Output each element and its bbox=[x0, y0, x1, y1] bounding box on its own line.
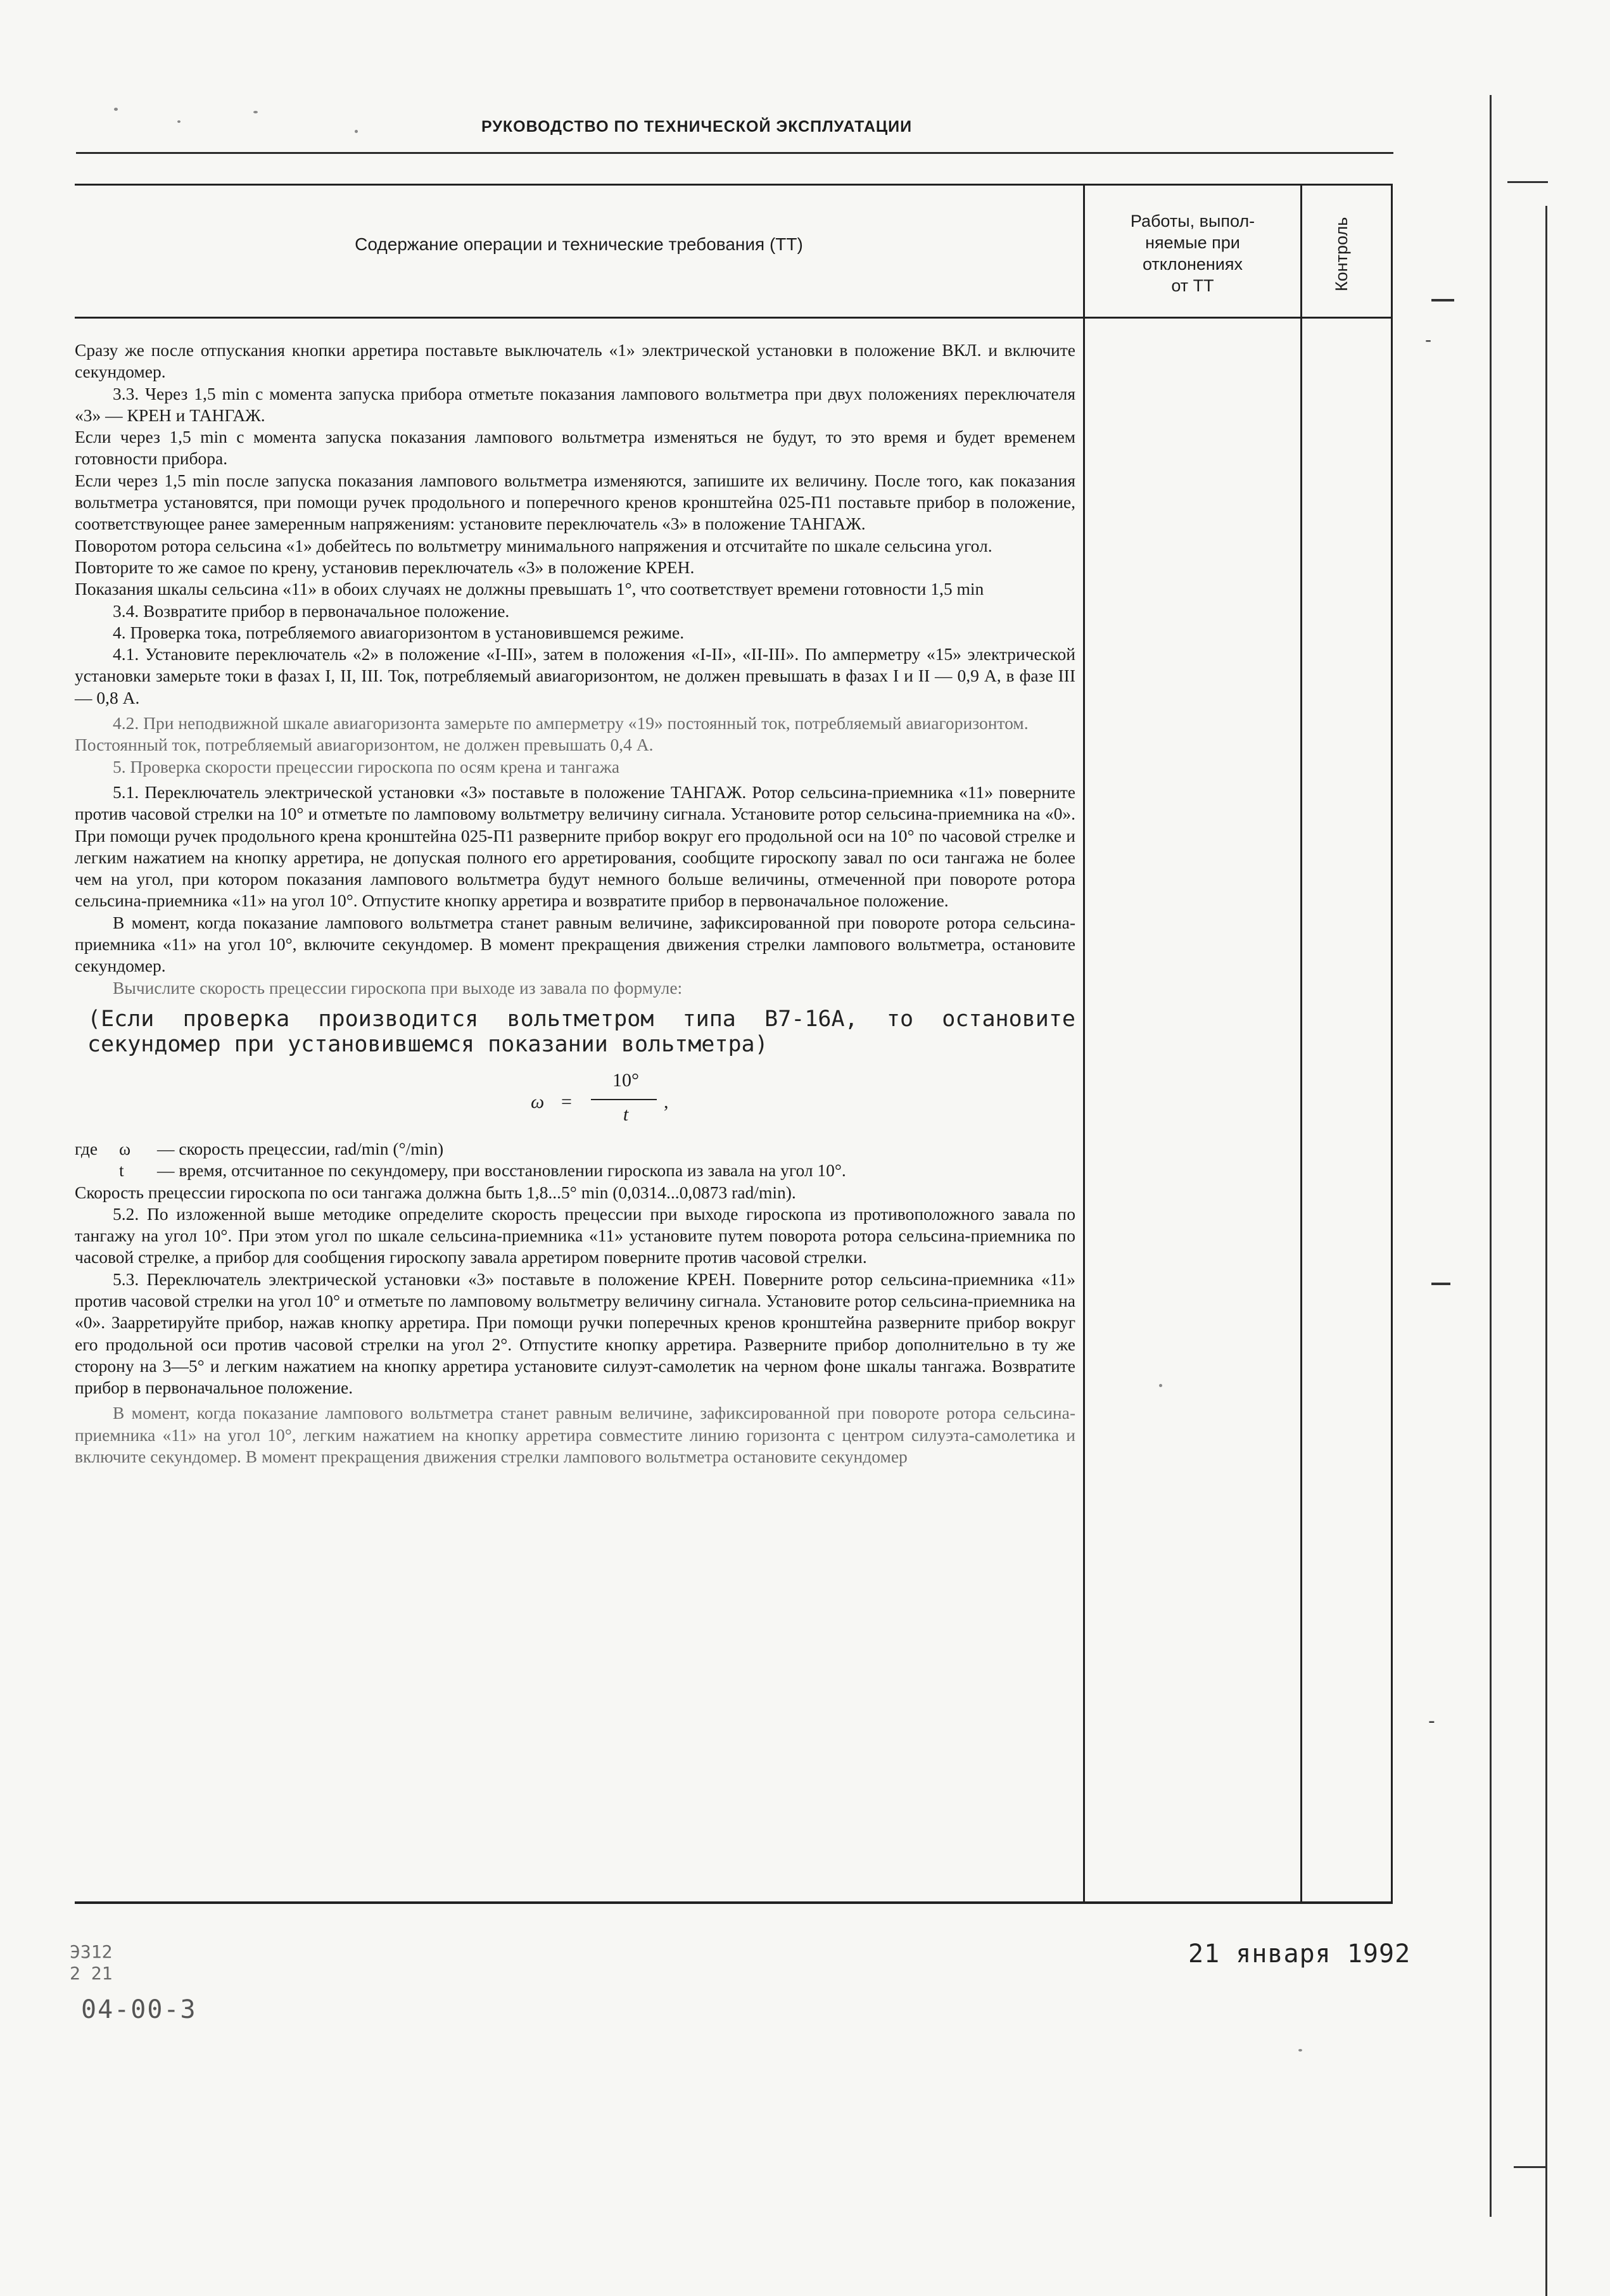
scan-edge-line bbox=[1431, 1283, 1450, 1285]
paragraph: В момент, когда показание лампового вольтметра станет равным величине, зафиксированной при повороте ротора сельсина-приемника «11» на угол 10°, включите секундомер. В момент прекращения движения стрелки лампового вольтметра, остановите секундомер. bbox=[75, 912, 1075, 976]
paragraph: Сразу же после отпускания кнопки арретира поставьте выключатель «1» электрической установки в положение ВКЛ. и включите секундомер. bbox=[75, 340, 1075, 382]
formula-comma: , bbox=[664, 1091, 669, 1112]
table-column-divider bbox=[1300, 184, 1302, 1904]
paragraph: 5.2. По изложенной выше методике определите скорость прецессии при выходе гироскопа из противоположного завала по тангажу на угол 10°. При этом угол по шкале сельсина-приемника «11» установите путем поворота ротора сельсина-приемника по часовой стрелке, а прибор для сообщения гироскопу завала арретиром поверните против часовой стрелки. bbox=[75, 1203, 1075, 1267]
column-header-line: отклонениях bbox=[1142, 255, 1243, 274]
footer-code-line: 2 21 bbox=[70, 1963, 113, 1984]
table-right-border bbox=[1391, 184, 1393, 1904]
handwritten-note: (Если проверка производится вольтметром типа В7-16А, то остановите секундомер при установившемся показании вольтметра) bbox=[87, 1006, 1075, 1057]
scan-edge-line bbox=[1507, 181, 1548, 183]
scan-edge-mark: - bbox=[1425, 329, 1432, 350]
paragraph: Поворотом ротора сельсина «1» добейтесь по вольтметру минимального напряжения и отсчитайте по шкале сельсина угол. bbox=[75, 535, 992, 555]
footer-document-code: 04-00-3 bbox=[81, 1995, 197, 2024]
column-header-deviations bbox=[1085, 210, 1300, 296]
table-top-border bbox=[75, 184, 1392, 186]
paragraph: Если через 1,5 min после запуска показания лампового вольтметра изменяются, запишите их величину. После того, как показания вольтметра установятся, при помощи ручек продольного и поперечного кренов кронштейна 025-П1 поставьте прибор в положение, соответствующее ранее замеренным напряжениям: установите переключатель «3» в положение ТАНГАЖ. bbox=[75, 470, 1075, 534]
formula-equals: = bbox=[561, 1091, 572, 1112]
column-header-line: от ТТ bbox=[1171, 276, 1214, 295]
scan-speck bbox=[253, 111, 258, 113]
scan-speck bbox=[1298, 2049, 1302, 2052]
scan-edge-line bbox=[1545, 206, 1547, 2296]
header-rule bbox=[76, 152, 1393, 154]
paragraph: Если через 1,5 min с момента запуска показания лампового вольтметра изменяться не будут, то это время и будет временем готовности прибора. bbox=[75, 427, 1075, 469]
column-header-control: Контроль bbox=[1332, 217, 1351, 291]
table-bottom-border bbox=[75, 1901, 1392, 1904]
table-column-divider bbox=[1083, 184, 1085, 1904]
column-header-line: Работы, выпол- bbox=[1130, 212, 1255, 231]
paragraph: 5.3. Переключатель электрической установки «3» поставьте в положение КРЕН. Поверните ротор сельсина-приемника «11» против часовой стрелки на угол 10° и отметьте по ламповому вольтметру величину сигнала. Установите ротор сельсина-приемника на «0». Заарретируйте прибор, нажав кнопку арретира. При помощи ручки поперечных кренов кронштейна разверните прибор вокруг его продольной оси против часовой стрелки на угол 2°. Отпустите кнопку арретира. Разверните прибор дополнительно в ту же сторону на 3—5° и легким нажатием на кнопку арретира установите силуэт-самолетик на черном фоне шкалы тангажа. Возвратите прибор в первоначальное положение. bbox=[75, 1269, 1075, 1398]
precession-formula bbox=[75, 1066, 1075, 1134]
formula-legend-row bbox=[75, 1160, 1075, 1181]
scan-speck bbox=[355, 130, 358, 133]
paragraph: Показания шкалы сельсина «11» в обоих случаях не должны превышать 1°, что соответствует времени готовности 1,5 min bbox=[75, 579, 984, 599]
section-heading: 5. Проверка скорости прецессии гироскопа по осям крена и тангажа bbox=[113, 756, 620, 777]
scan-edge-line bbox=[1431, 299, 1454, 301]
footer-code-line: Э312 bbox=[70, 1941, 113, 1962]
fraction-bar bbox=[591, 1099, 657, 1100]
scan-speck bbox=[177, 120, 181, 123]
table-header-border bbox=[75, 317, 1392, 319]
column-header-content: Содержание операции и технические требования (ТТ) bbox=[355, 234, 803, 254]
section-heading: 4. Проверка тока, потребляемого авиагоризонтом в установившемся режиме. bbox=[113, 622, 685, 642]
footer-date: 21 января 1992 bbox=[1188, 1939, 1411, 1969]
formula-denominator: t bbox=[623, 1103, 629, 1125]
scan-edge-mark: - bbox=[1428, 1710, 1435, 1732]
scan-edge-line bbox=[1514, 2166, 1545, 2168]
paragraph: Вычислите скорость прецессии гироскопа при выходе из завала по формуле: bbox=[113, 977, 683, 998]
legend-symbol: ω bbox=[119, 1138, 131, 1158]
formula-legend-row bbox=[75, 1138, 1075, 1160]
paragraph: 4.2. При неподвижной шкале авиагоризонта замерьте по амперметру «19» постоянный ток, потребляемый авиагоризонтом. bbox=[113, 713, 1029, 733]
paragraph: Скорость прецессии гироскопа по оси тангажа должна быть 1,8...5° min (0,0314...0,0873 rad/min). bbox=[75, 1182, 796, 1202]
legend-prefix bbox=[75, 1160, 119, 1181]
scan-speck bbox=[114, 108, 118, 111]
running-header: РУКОВОДСТВО ПО ТЕХНИЧЕСКОЙ ЭКСПЛУАТАЦИИ bbox=[481, 118, 913, 136]
legend-prefix: где bbox=[75, 1138, 98, 1158]
legend-text: — время, отсчитанное по секундомеру, при восстановлении гироскопа из завала на угол 10°. bbox=[157, 1160, 846, 1181]
operation-text bbox=[75, 339, 1075, 1468]
paragraph: 3.4. Возвратите прибор в первоначальное положение. bbox=[113, 600, 510, 621]
legend-symbol: t bbox=[119, 1160, 124, 1181]
paragraph: 3.3. Через 1,5 min с момента запуска прибора отметьте показания лампового вольтметра при двух положениях переключателя «3» — КРЕН и ТАНГАЖ. bbox=[75, 383, 1075, 425]
footer-page-code bbox=[70, 1941, 112, 1984]
scan-edge-line bbox=[1490, 95, 1492, 2217]
legend-text: — скорость прецессии, rad/min (°/min) bbox=[157, 1138, 444, 1158]
column-header-line: няемые при bbox=[1145, 233, 1240, 252]
paragraph: Постоянный ток, потребляемый авиагоризонтом, не должен превышать 0,4 А. bbox=[75, 735, 654, 755]
paragraph: 4.1. Установите переключатель «2» в положение «I-III», затем в положения «I-II», «II-III». По амперметру «15» электрической установки замерьте токи в фазах I, II, III. Ток, потребляемый авиагоризонтом, не должен превышать в фазах I и II — 0,9 А, в фазе III — 0,8 А. bbox=[75, 644, 1075, 707]
formula-omega: ω bbox=[531, 1091, 545, 1112]
scan-speck bbox=[1159, 1384, 1162, 1387]
paragraph: Повторите то же самое по крену, установив переключатель «3» в положение КРЕН. bbox=[75, 557, 695, 577]
paragraph: 5.1. Переключатель электрической установки «3» поставьте в положение ТАНГАЖ. Ротор сельсина-приемника «11» поверните против часовой стрелки на 10° и отметьте по ламповому вольтметру величину сигнала. Установите ротор сельсина-приемника на «0». При помощи ручек продольного крена кронштейна 025-П1 разверните прибор вокруг его продольной оси на 10° по часовой стрелке и легким нажатием на кнопку арретира, не допуская полного его арретирования, сообщите гироскопу завал по оси тангажа не более чем на угол, при котором показания лампового вольтметра будут немного больше величины, отмеченной при повороте ротора сельсина-приемника «11» на угол 10°. Отпустите кнопку арретира и возвратите прибор в первоначальное положение. bbox=[75, 782, 1075, 911]
paragraph: В момент, когда показание лампового вольтметра станет равным величине, зафиксированной при повороте ротора сельсина-приемника «11» на угол 10°, легким нажатием на кнопку арретира совместите линию горизонта с центром силуэта-самолетика и включите секундомер. В момент прекращения движения стрелки лампового вольтметра остановите секундомер bbox=[75, 1403, 1075, 1467]
formula-numerator: 10° bbox=[612, 1069, 639, 1091]
